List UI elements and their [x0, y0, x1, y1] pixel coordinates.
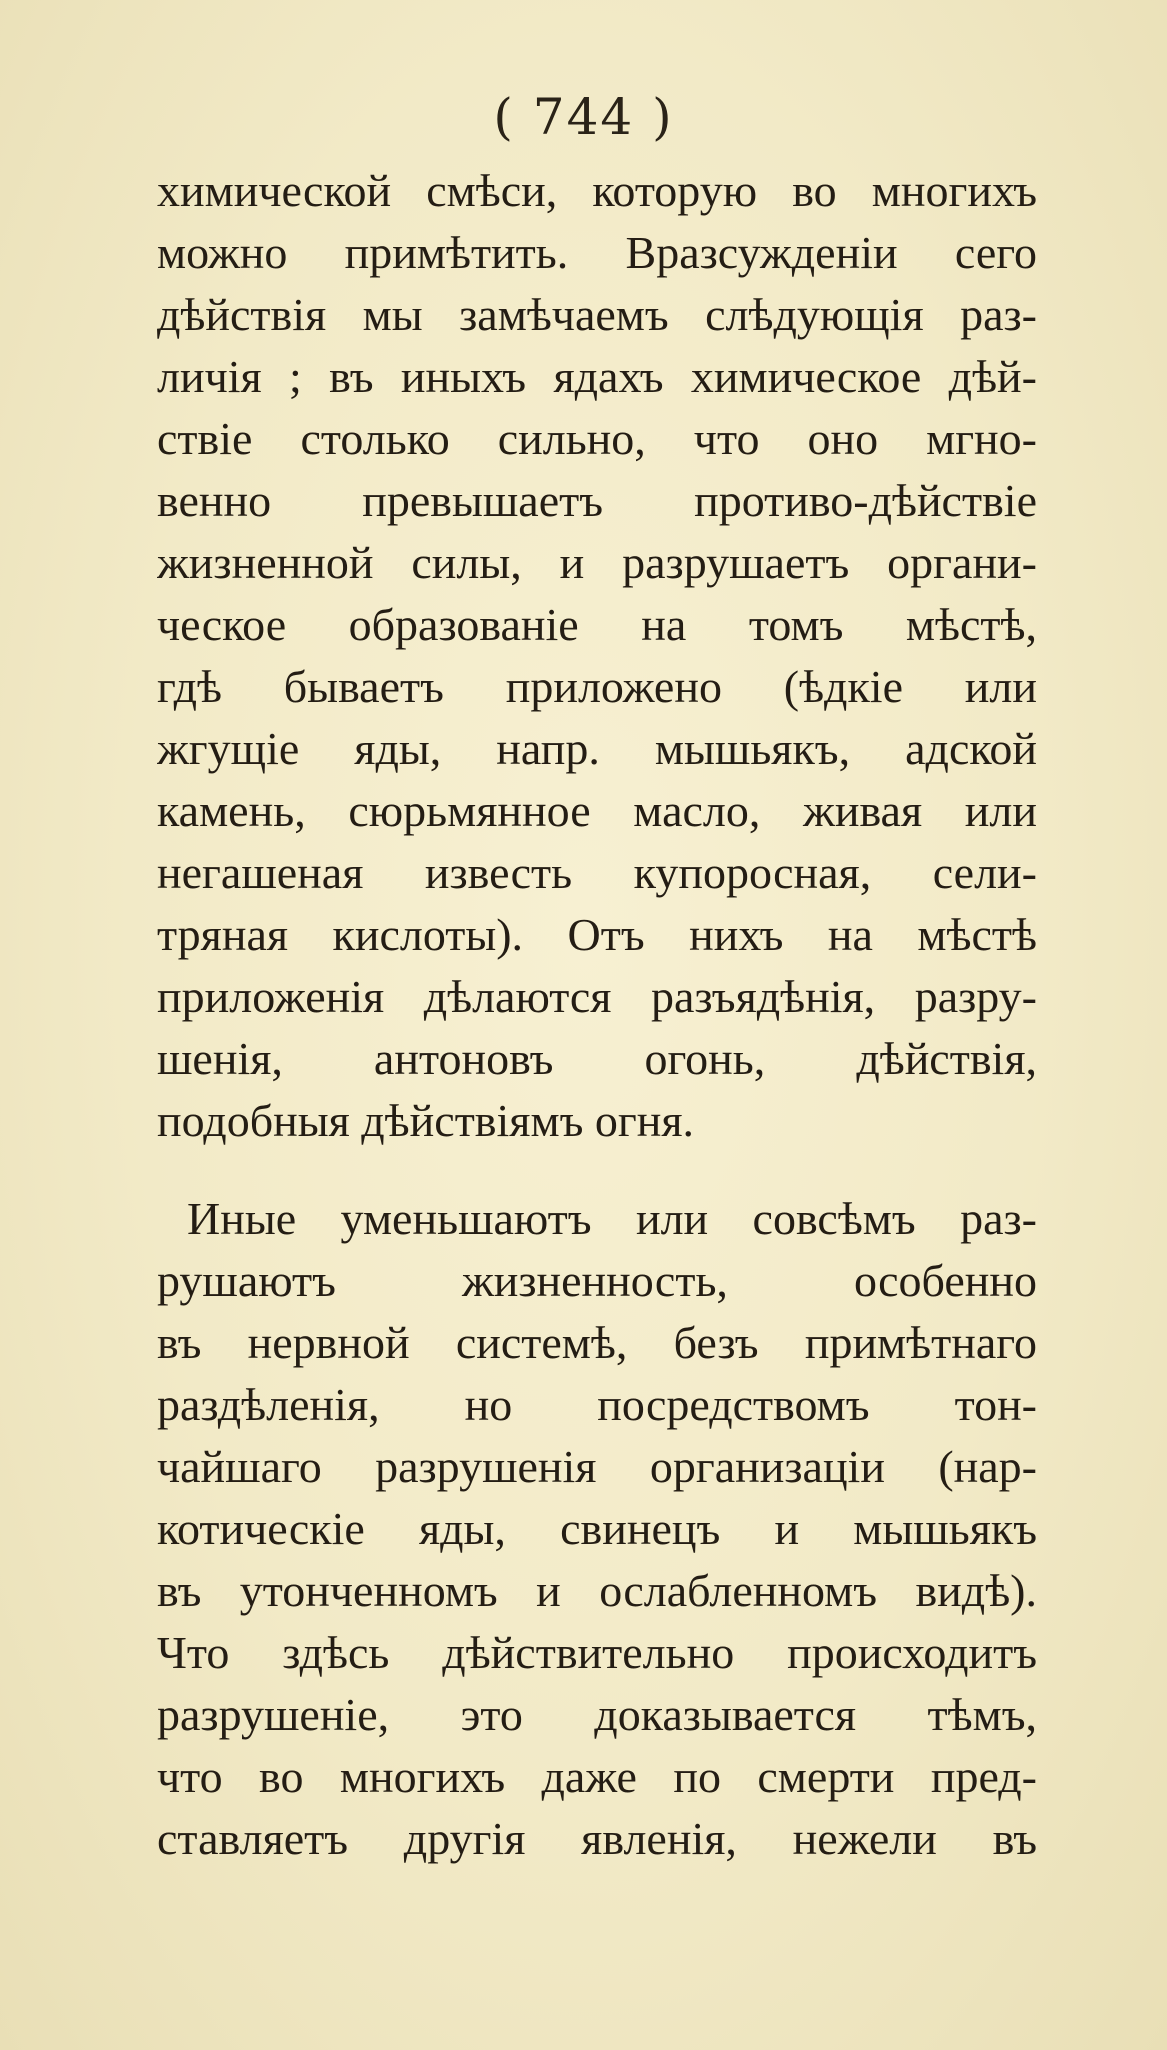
paragraph-gap: [157, 1152, 1037, 1188]
text-line: чайшаго разрушенія организаціи (нар-: [157, 1441, 1037, 1492]
page-body: [157, 160, 1037, 1870]
text-line: дѣйствія мы замѣчаемъ слѣдующія раз-: [157, 289, 1037, 340]
text-line: въ нервной системѣ, безъ примѣтнаго: [157, 1317, 1037, 1368]
text-line: раздѣленія, но посредствомъ тон-: [157, 1379, 1037, 1430]
text-line: что во многихъ даже по смерти пред-: [157, 1751, 1037, 1802]
text-line: жгущіе яды, напр. мышьякъ, адской: [157, 723, 1037, 774]
text-line: приложенія дѣлаются разъядѣнія, разру-: [157, 971, 1037, 1022]
text-line: котическіе яды, свинецъ и мышьякъ: [157, 1503, 1037, 1554]
text-line: ставляетъ другія явленія, нежели въ: [157, 1813, 1037, 1864]
text-line: жизненной силы, и разрушаетъ органи-: [157, 537, 1037, 588]
text-line: венно превышаетъ противо-дѣйствіе: [157, 475, 1037, 526]
text-line: шенія, антоновъ огонь, дѣйствія,: [157, 1033, 1037, 1084]
text-line: личія ; въ иныхъ ядахъ химическое дѣй-: [157, 351, 1037, 402]
text-line: рушаютъ жизненность, особенно: [157, 1255, 1037, 1306]
paragraph-1: [157, 160, 1037, 1152]
text-line: химической смѣси, которую во многихъ: [157, 165, 1037, 216]
paragraph-2: [157, 1188, 1037, 1870]
text-line: негашеная известь купоросная, сели-: [157, 847, 1037, 898]
text-line: Иные уменьшаютъ или совсѣмъ раз-: [187, 1193, 1037, 1244]
text-line: ствіе столько сильно, что оно мгно-: [157, 413, 1037, 464]
text-line: подобныя дѣйствіямъ огня.: [157, 1095, 694, 1146]
text-line: разрушеніе, это доказывается тѣмъ,: [157, 1689, 1037, 1740]
text-line: можно примѣтить. Вразсужденіи сего: [157, 227, 1037, 278]
text-line: ческое образованіе на томъ мѣстѣ,: [157, 599, 1037, 650]
page-number: ( 744 ): [493, 88, 674, 146]
text-line: Что здѣсь дѣйствительно происходитъ: [157, 1627, 1037, 1678]
text-line: тряная кислоты). Отъ нихъ на мѣстѣ: [157, 909, 1037, 960]
text-line: въ утонченномъ и ослабленномъ видѣ).: [157, 1565, 1037, 1616]
text-line: камень, сюрьмянное масло, живая или: [157, 785, 1037, 836]
text-line: гдѣ бываетъ приложено (ѣдкіе или: [157, 661, 1037, 712]
